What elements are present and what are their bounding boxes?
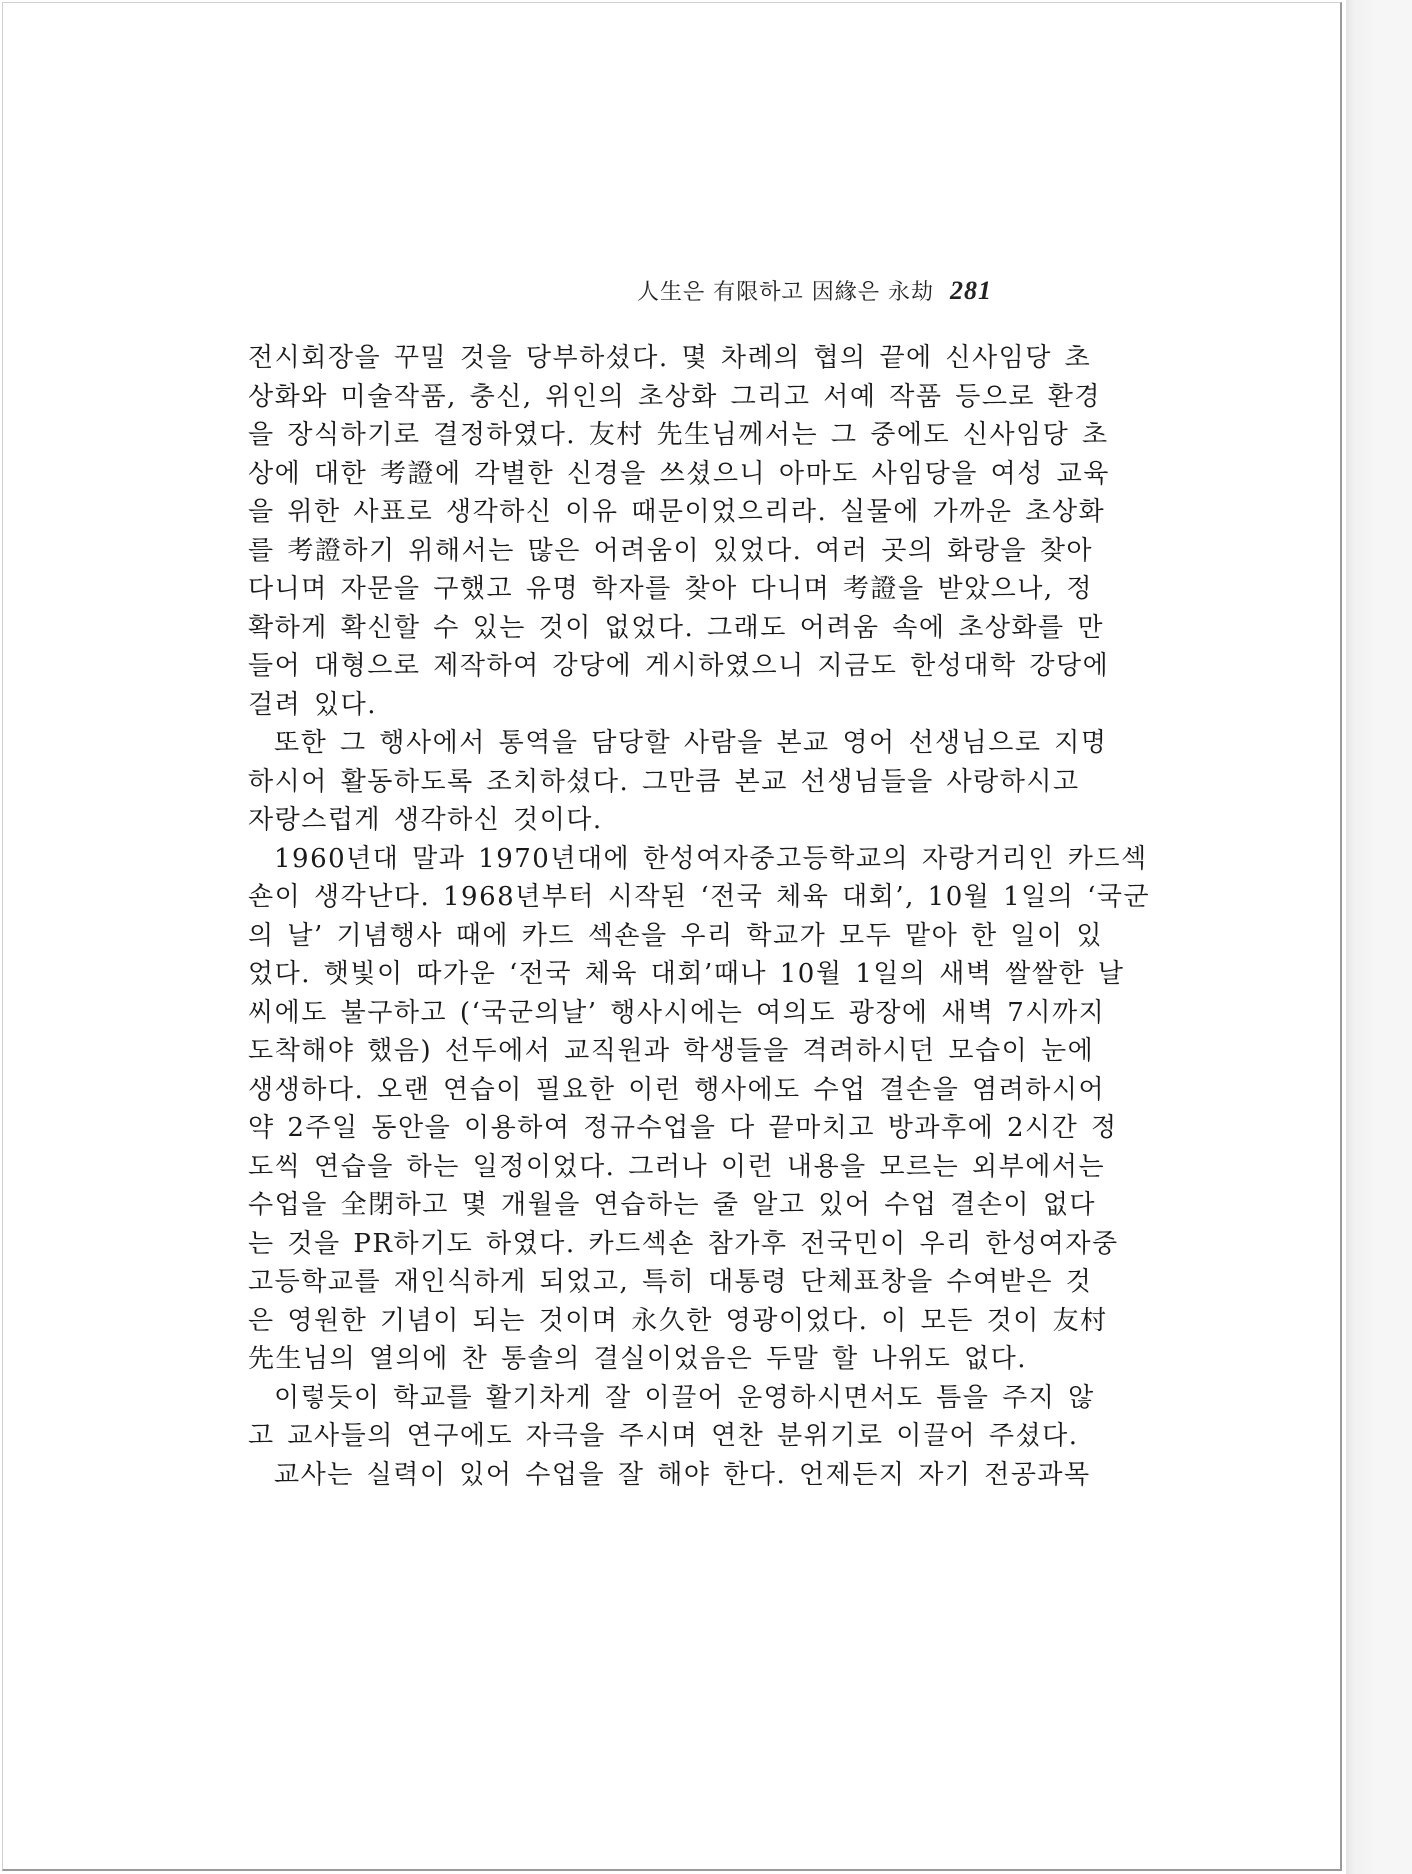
text-line: 확하게 확신할 수 있는 것이 없었다. 그래도 어려움 속에 초상화를 만 [248, 612, 1105, 643]
paragraph-3 [248, 840, 1151, 1379]
body-text [248, 339, 1151, 1494]
text-line: 하시어 활동하도록 조치하셨다. 그만큼 본교 선생님들을 사랑하시고 [248, 766, 1080, 797]
text-line: 도씩 연습을 하는 일정이었다. 그러나 이런 내용을 모르는 외부에서는 [248, 1151, 1106, 1182]
book-page [2, 2, 1342, 1871]
text-line: 도착해야 했음) 선두에서 교직원과 학생들을 격려하시던 모습이 눈에 [248, 1036, 1095, 1066]
text-line: 는 것을 PR하기도 하였다. 카드섹숀 참가후 전국민이 우리 한성여자중 [248, 1228, 1119, 1259]
paragraph-2 [248, 724, 1108, 840]
text-line: 1960년대 말과 1970년대에 한성여자중고등학교의 자랑거리인 카드섹 [274, 843, 1148, 874]
text-line: 다니며 자문을 구했고 유명 학자를 찾아 다니며 考證을 받았으나, 정 [248, 574, 1094, 604]
paragraph-4 [248, 1379, 1095, 1456]
text-line: 었다. 햇빛이 따가운 ‘전국 체육 대회’때나 10월 1일의 새벽 쌀쌀한 날 [248, 959, 1125, 989]
text-line: 전시회장을 꾸밀 것을 당부하셨다. 몇 차례의 협의 끝에 신사임당 초 [248, 343, 1092, 373]
page-number: 281 [950, 276, 992, 305]
text-line: 을 장식하기로 결정하였다. 友村 先生님께서는 그 중에도 신사임당 초 [248, 420, 1109, 450]
text-line: 를 考證하기 위해서는 많은 어려움이 있었다. 여러 곳의 화랑을 찾아 [248, 535, 1094, 566]
paragraph-1 [248, 339, 1110, 724]
text-line: 생생하다. 오랜 연습이 필요한 이런 행사에도 수업 결손을 염려하시어 [248, 1074, 1106, 1105]
running-title: 人生은 有限하고 因緣은 永劫 [637, 280, 934, 305]
text-line: 의 날’ 기념행사 때에 카드 섹숀을 우리 학교가 모두 맡아 한 일이 있 [248, 920, 1103, 951]
text-line: 걸려 있다. [248, 689, 377, 720]
text-line: 先生님의 열의에 찬 통솔의 결실이었음은 두말 할 나위도 없다. [248, 1344, 1028, 1374]
running-header [637, 275, 992, 306]
text-line: 교사는 실력이 있어 수업을 잘 해야 한다. 언제든지 자기 전공과목 [274, 1459, 1091, 1490]
paragraph-5 [248, 1456, 1091, 1495]
text-line: 또한 그 행사에서 통역을 담당할 사람을 본교 영어 선생님으로 지명 [274, 728, 1108, 758]
text-line: 숀이 생각난다. 1968년부터 시작된 ‘전국 체육 대회’, 10월 1일의 ‘국군 [248, 882, 1151, 912]
text-line: 이렇듯이 학교를 활기차게 잘 이끌어 운영하시면서도 틈을 주지 않 [274, 1382, 1095, 1413]
text-line: 고등학교를 재인식하게 되었고, 특히 대통령 단체표창을 수여받은 것 [248, 1267, 1093, 1297]
text-line: 수업을 全閉하고 몇 개월을 연습하는 줄 알고 있어 수업 결손이 없다 [248, 1190, 1097, 1220]
text-line: 씨에도 불구하고 (‘국군의날’ 행사시에는 여의도 광장에 새벽 7시까지 [248, 997, 1106, 1028]
text-line: 자랑스럽게 생각하신 것이다. [248, 805, 603, 835]
text-line: 은 영원한 기념이 되는 것이며 永久한 영광이었다. 이 모든 것이 友村 [248, 1305, 1108, 1336]
text-line: 을 위한 사표로 생각하신 이유 때문이었으리라. 실물에 가까운 초상화 [248, 497, 1106, 527]
text-line: 약 2주일 동안을 이용하여 정규수업을 다 끝마치고 방과후에 2시간 정 [248, 1113, 1118, 1143]
text-line: 상화와 미술작품, 충신, 위인의 초상화 그리고 서예 작품 등으로 환경 [248, 381, 1102, 412]
text-line: 상에 대한 考證에 각별한 신경을 쓰셨으니 아마도 사임당을 여성 교육 [248, 458, 1110, 489]
text-line: 들어 대형으로 제작하여 강당에 게시하였으니 지금도 한성대학 강당에 [248, 651, 1110, 681]
text-line: 고 교사들의 연구에도 자극을 주시며 연찬 분위기로 이끌어 주셨다. [248, 1421, 1079, 1451]
viewer-gutter [1346, 0, 1412, 1874]
